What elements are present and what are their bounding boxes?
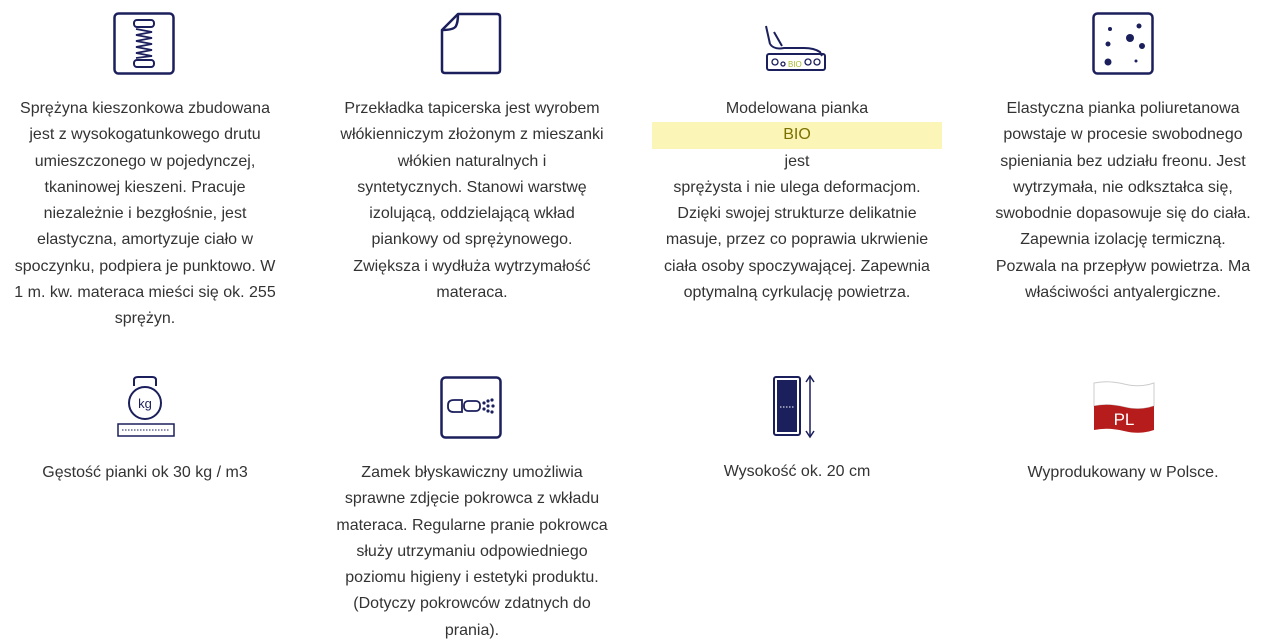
description-line: jest (784, 152, 810, 170)
description-line: Dzięki swojej strukturze delikatnie (677, 205, 917, 223)
description-line: Zamek błyskawiczny umożliwia (361, 464, 583, 481)
description-line: elastyczna, amortyzuje ciało w (36, 231, 254, 249)
description-line: izolującą, oddzielającą wkład (369, 205, 575, 223)
pl-label: PL (1113, 410, 1135, 429)
description-line: Gęstość pianki ok 30 kg / m3 (42, 464, 248, 481)
feature-description (327, 96, 617, 306)
description-line: Zwiększa i wydłuża wytrzymałość (353, 257, 591, 275)
description-line: wytrzymała, nie odkształca się, (1013, 178, 1233, 196)
description-line: tkaninowej kieszeni. Pracuje (44, 178, 246, 196)
description-line: Pozwala na przepływ powietrza. Ma (995, 257, 1251, 275)
feature-description (0, 96, 290, 333)
description-line: Sprężyna kieszonkowa zbudowana (20, 100, 270, 117)
description-line (652, 96, 942, 175)
description-line: Zapewnia izolację termiczną. (1020, 231, 1226, 249)
upholstery-layer-icon (440, 12, 502, 75)
kg-label: kg (138, 396, 152, 411)
description-line: Wysokość ok. 20 cm (723, 463, 871, 480)
description-line: materaca. (436, 284, 508, 302)
description-line: masuje, przez co poprawia ukrwienie (665, 231, 929, 249)
feature-description (652, 96, 942, 306)
description-line: poziomu higieny i estetyki produktu. (345, 569, 599, 587)
description-line: (Dotyczy pokrowców zdatnych do (353, 595, 591, 613)
description-line: spieniania bez udziału freonu. Jest (1000, 152, 1246, 170)
description-line: piankowy od sprężynowego. (371, 231, 573, 249)
pocket-spring-icon (113, 12, 175, 75)
feature-description (652, 459, 942, 485)
height-icon (772, 374, 818, 440)
description-line: niezależnie i bezgłośnie, jest (43, 205, 247, 223)
description-line: ciała osoby spoczywającej. Zapewnia (664, 257, 930, 275)
description-line: materaca. Regularne pranie pokrowca (336, 516, 608, 534)
description-line: sprężysta i nie ulega deformacjom. (673, 178, 921, 196)
foam-bubbles-icon (1092, 12, 1154, 75)
bio-foam-icon (764, 24, 828, 74)
description-line: służy utrzymaniu odpowiedniego (356, 542, 588, 560)
feature-description (0, 460, 290, 486)
description-line: spoczynku, podpiera je punktowo. W (14, 257, 276, 275)
poland-flag-icon (1092, 380, 1156, 436)
description-line: włókienniczym złożonym z mieszanki (340, 126, 604, 144)
description-line: Wyprodukowany w Polsce. (1027, 464, 1219, 481)
feature-description (978, 460, 1268, 486)
description-line: 1 m. kw. materaca mieści się ok. 255 (14, 284, 276, 302)
description-line: syntetycznych. Stanowi warstwę (357, 178, 587, 196)
feature-description (978, 96, 1268, 306)
description-line: prania). (444, 621, 500, 639)
description-line: swobodnie dopasowuje się do ciała. (995, 205, 1251, 223)
description-line: Przekładka tapicerska jest wyrobem (344, 100, 600, 117)
description-line: właściwości antyalergiczne. (1025, 284, 1221, 302)
description-line: włókien naturalnych i (397, 152, 547, 170)
description-line: sprężyn. (114, 310, 176, 328)
description-line: sprawne zdjęcie pokrowca z wkładu (344, 490, 600, 508)
zipper-icon (440, 376, 502, 439)
density-weight-icon (116, 376, 176, 440)
description-line: optymalną cyrkulację powietrza. (683, 284, 911, 302)
description-line: Modelowana pianka (725, 100, 869, 117)
description-line: umieszczonego w pojedynczej, (34, 152, 256, 170)
feature-description (327, 460, 617, 644)
description-line: jest z wysokogatunkowego drutu (29, 126, 261, 144)
bio-label: BIO (788, 60, 802, 69)
bio-highlight: BIO (652, 122, 942, 148)
description-line: Elastyczna pianka poliuretanowa (1006, 100, 1240, 117)
description-line: powstaje w procesie swobodnego (1003, 126, 1243, 144)
